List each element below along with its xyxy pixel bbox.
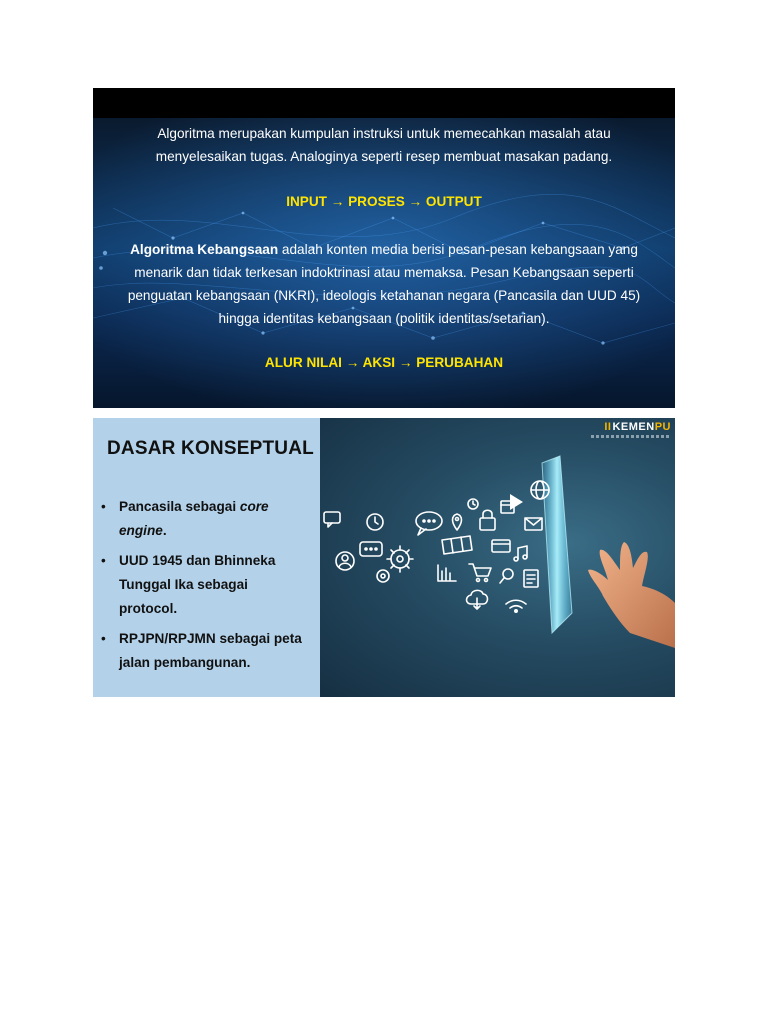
digital-icons-art [320, 418, 675, 697]
concept-panel [93, 418, 320, 697]
gear-icon [387, 546, 413, 572]
location-pin-icon [453, 514, 462, 530]
kemenpu-logo [604, 421, 671, 433]
slide-heading: DASAR KONSEPTUAL [107, 438, 314, 459]
envelope-icon [525, 518, 542, 530]
bullet-text: Pancasila sebagai [119, 499, 240, 514]
logo-tagline [591, 435, 671, 438]
bullet-italic-text: core [239, 499, 269, 514]
bullet-dot: • [101, 499, 106, 514]
chat-icon [324, 512, 340, 527]
music-icon [514, 546, 527, 561]
slide-algoritma [93, 88, 675, 408]
comment-icon [360, 542, 382, 556]
clock-icon [468, 499, 478, 509]
concept-list [93, 495, 320, 681]
play-icon [510, 494, 523, 510]
input-process-output-flow: INPUT → PROSES → OUTPUT [286, 194, 482, 209]
slide-top-bar [93, 88, 675, 118]
cloud-icon [467, 590, 488, 609]
map-icon [442, 536, 472, 554]
list-item [93, 627, 320, 675]
technology-illustration [320, 418, 675, 697]
clock-icon [367, 514, 383, 530]
wifi-icon [506, 600, 526, 612]
bullet-text: Tunggal Ika sebagai [119, 577, 248, 592]
glowing-screen [542, 456, 572, 633]
cart-icon [469, 564, 491, 582]
gear-icon [377, 570, 389, 582]
definition-line-1: Algoritma merupakan kumpulan instruksi untuk memecahkan masalah atau [157, 126, 611, 141]
bullet-text: protocol. [119, 601, 178, 616]
list-item [93, 495, 320, 543]
kebangsaan-line-3: penguatan kebangsaan (NKRI), ideologis ketahanan negara (Pancasila dan UUD 45) [127, 288, 641, 303]
hand-image [588, 542, 675, 648]
kebangsaan-line-1: adalah konten media berisi pesan-pesan kebangsaan yang [278, 242, 638, 257]
slide1-text-block [93, 118, 675, 374]
slide-dasar-konseptual [93, 418, 675, 697]
bullet-text: RPJPN/RPJMN sebagai peta [119, 631, 302, 646]
speech-bubble-icon [416, 512, 442, 535]
lock-icon [480, 510, 495, 530]
bullet-text: UUD 1945 dan Bhinneka [119, 553, 276, 568]
bullet-text: jalan pembangunan. [119, 655, 251, 670]
kebangsaan-line-4: hingga identitas kebangsaan (politik identitas/setarian). [218, 311, 550, 326]
bullet-text: . [162, 523, 167, 538]
nilai-aksi-perubahan-flow: ALUR NILAI → AKSI → PERUBAHAN [264, 355, 504, 370]
list-item [93, 549, 320, 621]
globe-icon [531, 481, 549, 499]
bullet-dot: • [101, 631, 106, 646]
magnifier-icon [500, 569, 513, 583]
logo-text: KEMEN [612, 421, 655, 433]
algoritma-kebangsaan-term: Algoritma Kebangsaan [130, 242, 279, 257]
bullet-italic-text: engine [119, 523, 163, 538]
document-icon [524, 570, 538, 587]
bullet-dot: • [101, 553, 106, 568]
card-icon [492, 540, 510, 552]
user-icon [336, 552, 354, 570]
algoritma-definition [93, 118, 675, 168]
logo-accent-text: PU [654, 421, 671, 433]
logo-mark-icon: II [604, 421, 612, 433]
definition-line-2: menyelesaikan tugas. Analoginya seperti resep membuat masakan padang. [155, 149, 613, 164]
algoritma-kebangsaan-paragraph [93, 238, 675, 330]
chart-icon [438, 565, 456, 581]
kebangsaan-line-2: menarik dan tidak terkesan indoktrinasi atau memaksa. Pesan Kebangsaan seperti [134, 265, 634, 280]
